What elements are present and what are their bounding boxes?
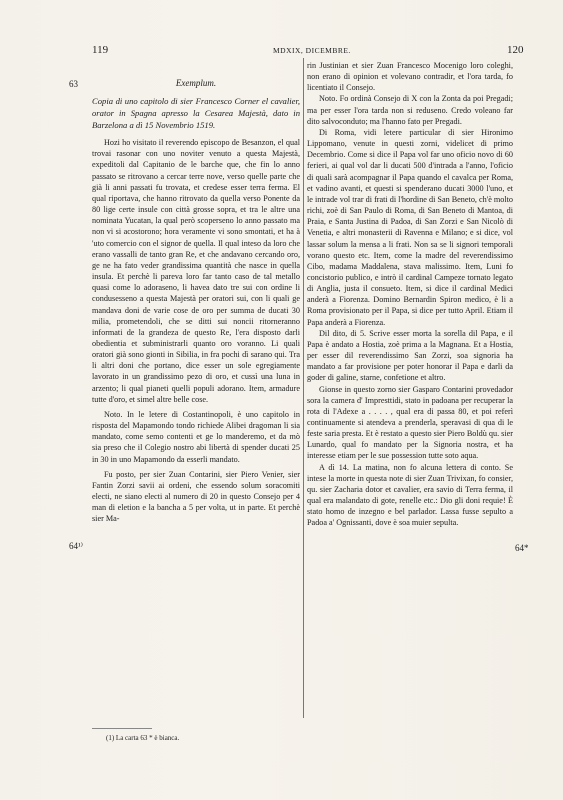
paragraph: rin Justinian et sier Zuan Francesco Mocenigo loro coleghi, non erano di opinion et volevano contradir, et l'ora tarda, fo licentiato il Consejo. [307, 61, 513, 93]
paragraph: A dì 14. La matina, non fo alcuna lettera di conto. Se intese la morte in questa note di sier Zuan Trivixan, fo consier, qu. sier Zacharia dotor et cavalier, era savio di Terra ferma, il qual era malandato di gote, renelle etc.: Dio gli doni requie! È stato homo de inzegno e bel parlador. Lassa fusse sepulto a Padoa a' Ognissanti, dove è soa muier sepulta. [307, 462, 513, 528]
right-column [307, 60, 513, 529]
letter-title: Copia di uno capitolo di sier Francesco Corner el cavalier, orator in Spagna apresso la Cesarea Majestà, dato in Barzelona a dì 15 Novembrio 1519. [92, 96, 300, 131]
footnote: (1) La carta 63 * è bianca. [106, 734, 180, 742]
paragraph: Noto. Fo ordinà Consejo di X con la Zonta da poi Pregadi; ma per esser l'ora tarda non si reduseno. Credo voleano far dito salvoconduto; ma l'hanno fato per Pregadi. [307, 94, 513, 126]
paragraph: Noto. In le letere di Costantinopoli, è uno capitolo in risposta del Mapamondo tondo richiede Alibei dragoman li sia mandato, come semo contenti et ge lo manderemo, et da mò sia preso che il Colegio nostro abi libertà di spender ducati 25 in 30 in uno Mapamondo da esserli mandato. [92, 409, 300, 464]
margin-number-64-right: 64* [515, 543, 529, 553]
margin-number-63: 63 [69, 79, 78, 89]
paragraph: Di Roma, vidi letere particular di sier Hironimo Lippomano, venute in questi zorni, videlicet di primo Decembrio. Come si dice il Papa vol far uno oficio novo di 60 ferieri, ai qual vol dar li ducati 500 d'intrada a l'anno, l'oficio di quali sarà acompagnar il Papa quando el cavalca per Roma, et vadino avanti, et questi si spenderano ducati 3000 l'uno, et le intrade vol trar di frati di l'hordine di San Beneto, ch'è molto richi, zoè di San Paulo di Roma, di San Beneto di Mantoa, di Praia, e Santa Justina di Padoa, di San Zorzi e San Nicolò di Venetia, e altri monasterii di Ravenna e Milano; e si dice, vol lassar solum la mensa a li frati. Non sa se li signori temporali vorano questo etc. Item, come la madre del reverendissimo Cibo, madama Maddalena, stava malissimo. Item, Luni fo concistorio publico, e intrò il cardinal Campeze tornato legato di Anglia, justa il consueto. Item, si dice il cardinal Medici anderà a Fiorenza. Domino Bernardin Spiron medico, è li a Roma provisionato per il Papa, si dice per tutto April. Etiam il Papa anderà a Fiorenza. [307, 127, 513, 327]
left-column [92, 60, 300, 524]
page-number-left: 119 [92, 44, 109, 56]
column-divider [303, 58, 304, 718]
paragraph: Gionse in questo zorno sier Gasparo Contarini provedador sora la camera d' Impresttidi, stato in padoana per recuperar la rota di l'Adexe a . . . . , qual era di passa 80, et poi referì continuamente si atendeva a prenderla, speravasi di qua di le feste saria presta. Et è restato a questo sier Piero Boldù qu. sier Lunardo, qual fo mandato per la Signoria nostra, et ha interesse etiam per le sue possession tutte soto aqua. [307, 384, 513, 461]
margin-number-64-left: 64¹⁾ [69, 541, 83, 551]
running-title: MDXIX, DICEMBRE. [273, 46, 351, 55]
page-number-right: 120 [507, 44, 524, 56]
footnote-rule [92, 728, 152, 729]
paragraph: Hozi ho visitato il reverendo episcopo de Besanzon, el qual trovai rasonar con uno noviter venuto a questa Majestà, expeditoli dal Capitanio de le barche que, che fin lo anno passato se ritrovano a cercar terre nove, verso quelle parte che già li anni passati fu trovata, et credese esser terra ferma. El qual riportava, che hanno ritrovato da quella verso Ponente da 80 lige certe insule con città grosse sopra, et tra le altre una nominata Yucatan, la qual però scoperseno lo anno passato ma non vi si acostorono; hora veramente vi sono smontati, et ha à 'uto comercio con el signor de quella. Il qual inteso da loro che erano vassalli de tanto gran Re, et che andavano cercando oro, ge ne ha fato veder grandissima quantità che nasce in quella insula. Et perchè li pareva loro far tanto caso de tal metallo quasi come lo adoraseno, li havea dato tre sui con ordine li condusesseno a questa Majestà per oratori sui, con li quali ge mandava doni de varie cose de oro per summa de ducati 30 milia, prometendoli, che se ditti sui noncii ritorneranno informati de la grandeza de questo Re, l'era disposto darli obedientia et subministrarli quanto oro voranno. Li quali oratori già sono gionti in Sibilia, in fra pochi dì sarano qui. Tra li altri doni che portano, dice esser un sole egregiamente lavorato in un grandissimo pezo di oro, et cussì una luna in arzento; li qual pianeti quelli populi adorano. Item, armadure tutte d'oro, et simel altre belle cose. [92, 138, 300, 404]
paragraph: Fu posto, per sier Zuan Contarini, sier Piero Venier, sier Fantin Zorzi savii ai ordeni, che essendo solum soracomiti electi, ne siano electi al numero di 20 in questo Consejo per 4 man di eletion e la bancha a 5 per volta, ut in parte. Et perchè sier Ma- [92, 469, 300, 524]
exemplum-heading: Exemplum. [175, 78, 217, 88]
page-header [0, 44, 563, 60]
paragraph: Dil dito, di 5. Scrive esser morta la sorella dil Papa, e il Papa è andato a Hostia, zoè prima a la Magnana. Et a Hostia, per esser dil reverendissimo San Zorzi, soa signoria ha mandato a far provisione per poter honorar il Papa e darli da goder di galine, starne, confetione et altro. [307, 328, 513, 383]
